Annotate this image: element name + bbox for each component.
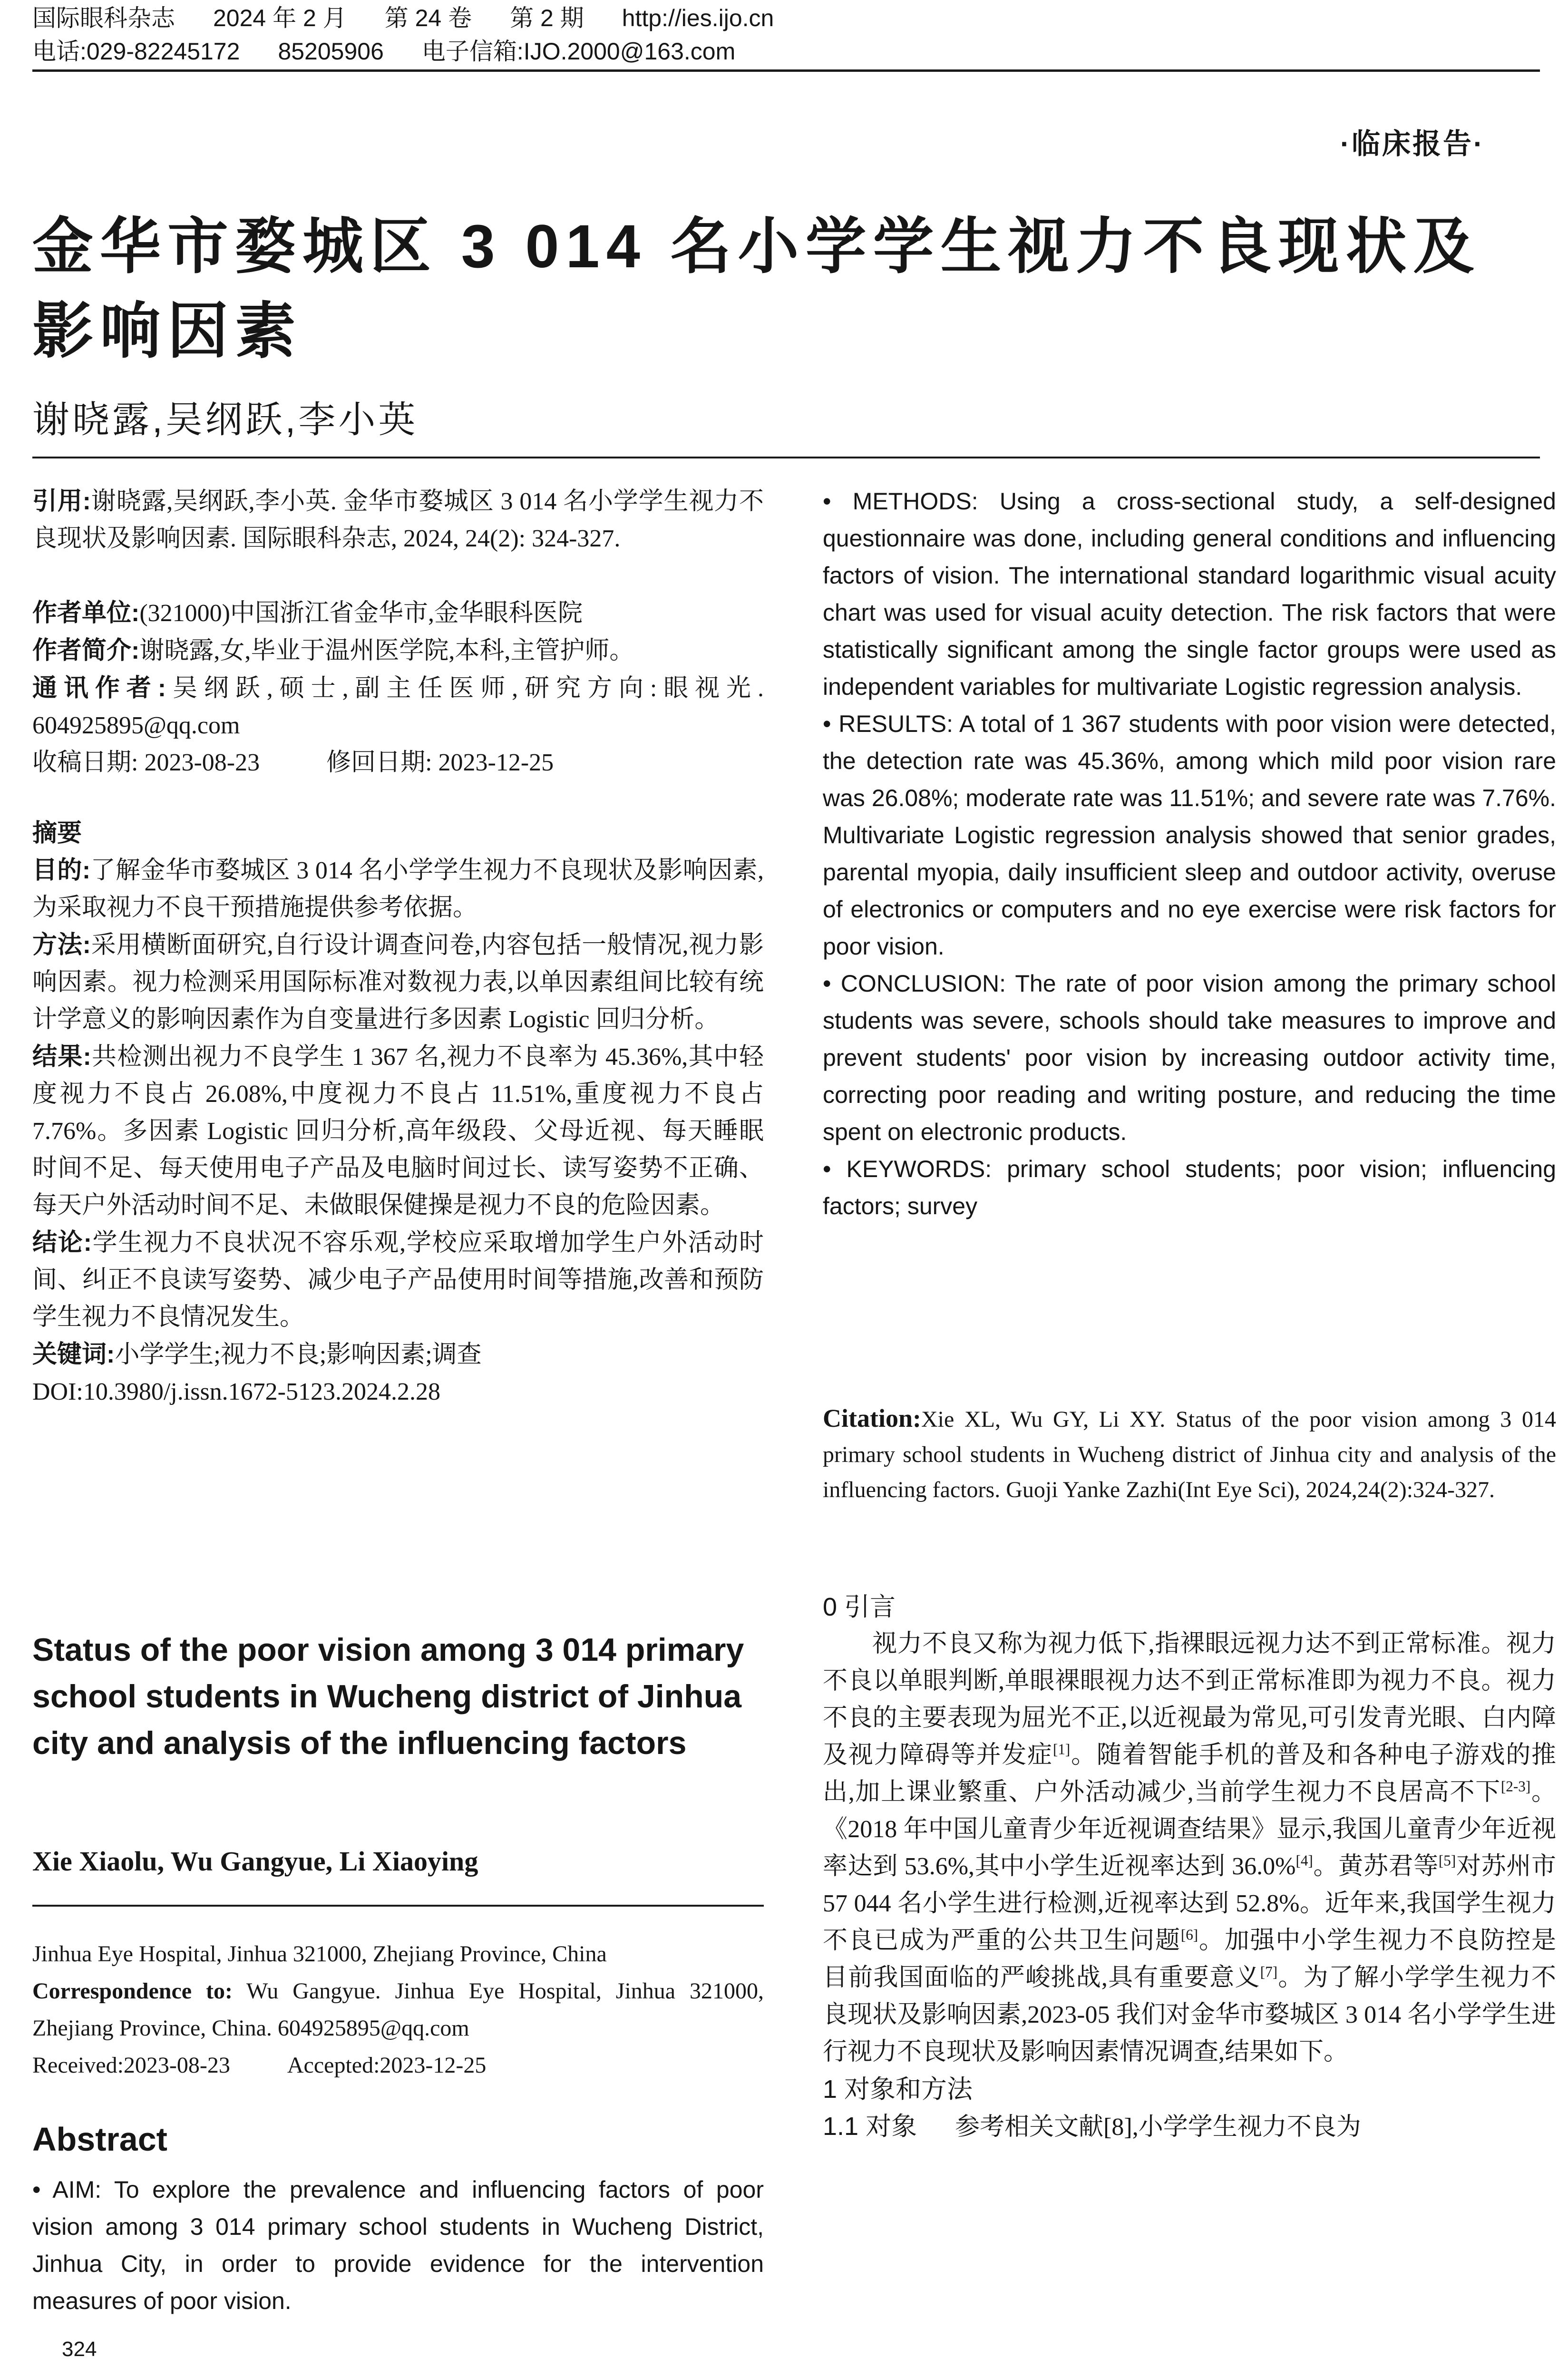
english-citation: Citation:Xie XL, Wu GY, Li XY. Status of the poor vision among 3 014 primary school students in Wucheng district of Jinhua city and analysis of the influencing factors. Guoji Yanke Zazhi(Int Eye Sci), 2024,24(2):324-327.: [823, 1404, 1556, 1502]
volume: 第 24 卷: [384, 5, 472, 31]
english-abstract-heading: Abstract: [32, 2121, 167, 2158]
citation-label: 引用:: [32, 487, 91, 515]
english-results: • RESULTS: A total of 1 367 students with poor vision were detected, the detection rate was 45.36%, among which mild poor vision rare was 26.08%; moderate rate was 11.51%; and severe rate was 7.76%. Multivariate Logistic regression analysis showed that senior grades, parental myopia, daily insufficient sleep and outdoor activity, overuse of electronics or computers and no eye exercise were risk factors for poor vision.: [823, 711, 1556, 960]
author-unit: 作者单位:(321000)中国浙江省金华市,金华眼科医院: [32, 599, 583, 627]
english-aim: • AIM: To explore the prevalence and influencing factors of poor vision among 3 014 primary school students in Wucheng District, Jinhua City, in order to provide evidence for the intervention measures of poor vision.: [32, 2176, 764, 2314]
issue: 第 2 期: [510, 5, 584, 31]
citation-cn: 引用:谢晓露,吴纲跃,李小英. 金华市婺城区 3 014 名小学学生视力不良现状及影响因素. 国际眼科杂志, 2024, 24(2): 324-327.: [32, 487, 764, 552]
dates-cn: 收稿日期: 2023-08-23 修回日期: 2023-12-25: [32, 749, 554, 776]
issue-date: 2024 年 2 月: [213, 5, 347, 31]
english-methods: • METHODS: Using a cross-sectional study, a self-designed questionnaire was done, including general conditions and influencing factors of vision. The international standard logarithmic visual acuity chart was used for visual acuity detection. The risk factors that were statistically significant among the single factor groups were used as independent variables for multivariate Logistic regression analysis.: [823, 488, 1556, 700]
title-rule: [32, 457, 1540, 458]
journal-name: 国际眼科杂志: [32, 5, 175, 31]
english-keywords: • KEYWORDS: primary school students; poor vision; influencing factors; survey: [823, 1156, 1556, 1219]
english-affiliation-block: [32, 1936, 764, 2084]
keywords-cn: 关键词:小学学生;视力不良;影响因素;调查: [32, 1341, 482, 1368]
method-cn: 方法:采用横断面研究,自行设计调查问卷,内容包括一般情况,视力影响因素。视力检测采用国际标准对数视力表,以单因素组间比较有统计学意义的影响因素作为自变量进行多因素 Logistic 回归分析。: [32, 931, 764, 1033]
section11: 1.1 对象 参考相关文献[8],小学学生视力不良为: [823, 2112, 1361, 2141]
english-affiliation: Jinhua Eye Hospital, Jinhua 321000, Zhejiang Province, China: [32, 1941, 607, 1967]
aim-cn: 目的:了解金华市婺城区 3 014 名小学学生视力不良现状及影响因素,为采取视力不良干预措施提供参考依据。: [32, 857, 764, 921]
email[interactable]: 电子信箱:IJO.2000@163.com: [421, 38, 736, 65]
header-rule: [32, 69, 1540, 72]
english-authors: Xie Xiaolu, Wu Gangyue, Li Xiaoying: [32, 1846, 478, 1877]
running-header-line2: [32, 37, 773, 66]
phone: 电话:029-82245172: [32, 38, 240, 65]
english-title: Status of the poor vision among 3 014 primary school students in Wucheng district of Jinhua city and analysis of the influencing factors: [32, 1632, 744, 1761]
abstract-heading-cn: 摘要: [32, 819, 82, 847]
english-correspondence: Correspondence to: Wu Gangyue. Jinhua Eye Hospital, Jinhua 321000, Zhejiang Province, China. 604925895@qq.com: [32, 1978, 764, 2041]
conclusion-cn: 结论:学生视力不良状况不容乐观,学校应采取增加学生户外活动时间、纠正不良读写姿势、减少电子产品使用时间等措施,改善和预防学生视力不良情况发生。: [32, 1229, 764, 1331]
introduction: [823, 1588, 1556, 2146]
left-column: [32, 483, 764, 1411]
page-number: 324: [62, 2338, 97, 2361]
intro-paragraph: 视力不良又称为视力低下,指裸眼远视力达不到正常标准。视力不良以单眼判断,单眼裸眼视力达不到正常标准即为视力不良。视力不良的主要表现为屈光不正,以近视最为常见,可引发青光眼、白内障及视力障碍等并发症[1]。随着智能手机的普及和各种电子游戏的推出,加上课业繁重、户外活动减少,当前学生视力不良居高不下[2-3]。《2018 年中国儿童青少年近视调查结果》显示,我国儿童青少年近视率达到 53.6%,其中小学生近视率达到 36.0%[4]。黄苏君等[5]对苏州市 57 044 名小学生进行检测,近视率达到 52.8%。近年来,我国学生视力不良已成为严重的公共卫生问题[6]。加强中小学生视力不良防控是目前我国面临的严峻挑战,具有重要意义[7]。为了解小学学生视力不良现状及影响因素,2023-05 我们对金华市婺城区 3 014 名小学学生进行视力不良现状及影响因素情况调查,结果如下。: [823, 1630, 1556, 2065]
author-bio: 作者简介:谢晓露,女,毕业于温州医学院,本科,主管护师。: [32, 637, 634, 664]
journal-url[interactable]: http://ies.ijo.cn: [622, 5, 774, 31]
article-title: 金华市婺城区 3 014 名小学学生视力不良现状及影响因素: [32, 213, 1481, 365]
phone-2: 85205906: [278, 38, 384, 65]
result-cn: 结果:共检测出视力不良学生 1 367 名,视力不良率为 45.36%,其中轻度视力不良占 26.08%,中度视力不良占 11.51%,重度视力不良占 7.76%。多因素 Logistic 回归分析,高年级段、父母近视、每天睡眠时间不足、每天使用电子产品及电脑时间过长、读写姿势不正确、每天户外活动时间不足、未做眼保健操是视力不良的危险因素。: [32, 1043, 764, 1219]
authors: 谢晓露,吴纲跃,李小英: [32, 399, 419, 440]
corresponding-author: 通讯作者:吴纲跃,硕士,副主任医师,研究方向:眼视光. 604925895@qq.com: [32, 674, 764, 739]
section-label: ·临床报告·: [1340, 128, 1485, 160]
intro-heading: 0 引言: [823, 1593, 896, 1621]
right-column: [823, 483, 1556, 1225]
section1-heading: 1 对象和方法: [823, 2075, 973, 2104]
english-conclusion: • CONCLUSION: The rate of poor vision among the primary school students was severe, schools should take measures to improve and prevent students' poor vision by increasing outdoor activity time, correcting poor reading and writing posture, and reducing the time spent on electronic products.: [823, 970, 1556, 1145]
english-authors-rule: [32, 1905, 764, 1907]
running-header-line1: [32, 4, 812, 32]
doi[interactable]: DOI:10.3980/j.issn.1672-5123.2024.2.28: [32, 1378, 440, 1405]
english-dates: Received:2023-08-23 Accepted:2023-12-25: [32, 2053, 487, 2078]
